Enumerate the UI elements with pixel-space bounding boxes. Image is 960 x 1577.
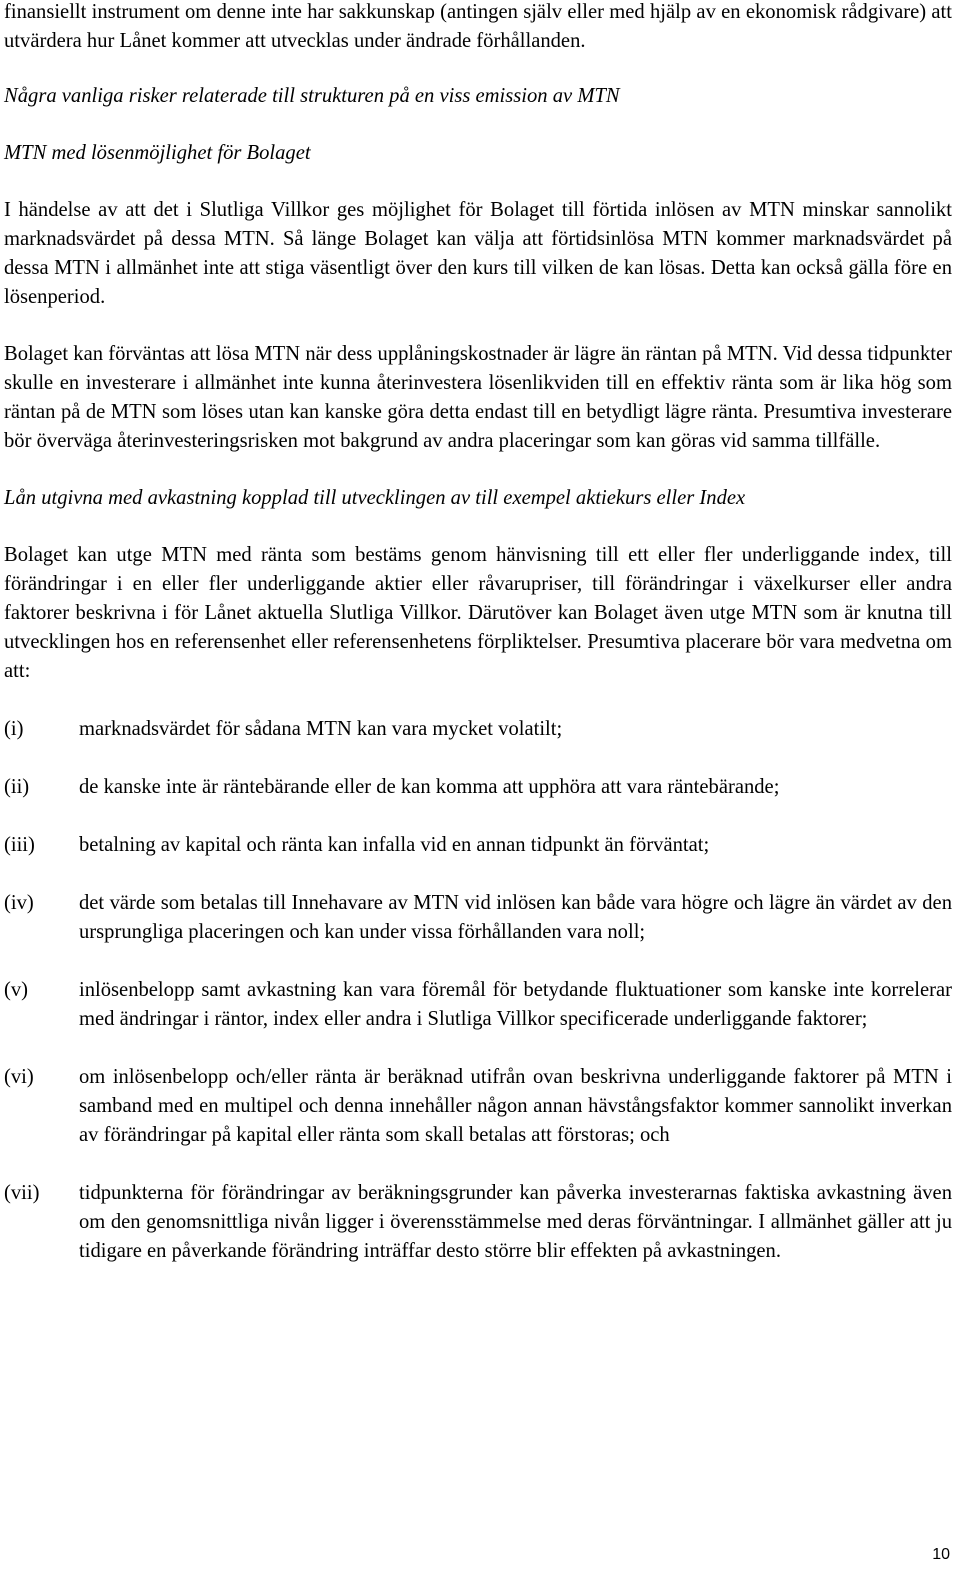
list-item <box>4 773 952 802</box>
list-item-text: marknadsvärdet för sådana MTN kan vara mycket volatilt; <box>79 718 563 740</box>
list-marker: (i) <box>4 718 24 740</box>
list-item-text: inlösenbelopp samt avkastning kan vara föremål för betydande fluktuationer som kanske inte korrelerar med ändringar i räntor, index eller andra i Slutliga Villkor specificerade underliggande faktorer; <box>79 979 952 1030</box>
paragraph-early-redemption: I händelse av att det i Slutliga Villkor ges möjlighet för Bolaget till förtida inlösen av MTN minskar sannolikt marknadsvärdet på dessa MTN. Så länge Bolaget kan välja att förtidsinlösa MTN kommer marknadsvärdet på dessa MTN i allmänhet inte att stiga väsentligt över den kurs till vilken de kan lösas. Detta kan också gälla före en lösenperiod. <box>4 199 952 308</box>
list-item <box>4 976 952 1034</box>
list-item <box>4 1179 952 1266</box>
list-item-text: betalning av kapital och ränta kan infalla vid en annan tidpunkt än förväntat; <box>79 834 710 856</box>
list-item <box>4 1063 952 1150</box>
list-item-text: om inlösenbelopp och/eller ränta är beräknad utifrån ovan beskrivna underliggande faktorer på MTN i samband med en multipel och denna innehåller någon annan hävstångsfaktor kommer sannolikt inverkan av förändringar på kapital eller ränta som skall betalas att förstoras; och <box>79 1066 952 1146</box>
list-marker: (vi) <box>4 1066 34 1088</box>
list-item <box>4 715 952 744</box>
intro-paragraph: finansiellt instrument om denne inte har sakkunskap (antingen själv eller med hjälp av en ekonomisk rådgivare) att utvärdera hur Lånet kommer att utvecklas under ändrade förhållanden. <box>4 1 952 52</box>
risk-list <box>4 715 952 1266</box>
list-item-text: tidpunkterna för förändringar av beräkningsgrunder kan påverka investerarnas faktiska avkastning även om den genomsnittliga nivån ligger i överensstämmelse med deras förväntningar. I allmänhet gäller att ju tidigare en påverkande förändring inträffar desto större blir effekten på avkastningen. <box>79 1182 952 1262</box>
list-item-text: det värde som betalas till Innehavare av MTN vid inlösen kan både vara högre och lägre än värdet av den ursprungliga placeringen och kan under vissa förhållanden vara noll; <box>79 892 952 943</box>
paragraph-reinvestment-risk: Bolaget kan förväntas att lösa MTN när dess upplåningskostnader är lägre än räntan på MTN. Vid dessa tidpunkter skulle en investerare i allmänhet inte kunna återinvestera lösenlikviden till en effektiv ränta som är lika hög som räntan på de MTN som löses utan kan kanske göra detta endast till en betydligt lägre ränta. Presumtiva investerare bör överväga återinvesteringsrisken mot bakgrund av andra placeringar som kan göras vid samma tillfälle. <box>4 343 952 452</box>
list-marker: (vii) <box>4 1182 40 1204</box>
document-page <box>4 0 952 1266</box>
list-item-text: de kanske inte är räntebärande eller de kan komma att upphöra att vara räntebärande; <box>79 776 780 798</box>
list-marker: (iii) <box>4 834 35 856</box>
subheading-redemption-option: MTN med lösenmöjlighet för Bolaget <box>4 142 311 164</box>
section-heading-risks: Några vanliga risker relaterade till strukturen på en viss emission av MTN <box>4 85 620 107</box>
list-item <box>4 831 952 860</box>
list-marker: (v) <box>4 979 29 1001</box>
list-marker: (ii) <box>4 776 30 798</box>
subheading-linked-return: Lån utgivna med avkastning kopplad till utvecklingen av till exempel aktiekurs eller Index <box>4 487 746 509</box>
list-item <box>4 889 952 947</box>
paragraph-linked-notes: Bolaget kan utge MTN med ränta som bestäms genom hänvisning till ett eller fler underliggande index, till förändringar i en eller fler underliggande aktier eller råvarupriser, till förändringar i växelkurser eller andra faktorer beskrivna i för Lånet aktuella Slutliga Villkor. Därutöver kan Bolaget även utge MTN som är knutna till utvecklingen hos en referensenhet eller referensenhetens förpliktelser. Presumtiva placerare bör vara medvetna om att: <box>4 544 952 682</box>
list-marker: (iv) <box>4 892 34 914</box>
page-number: 10 <box>932 1546 950 1563</box>
